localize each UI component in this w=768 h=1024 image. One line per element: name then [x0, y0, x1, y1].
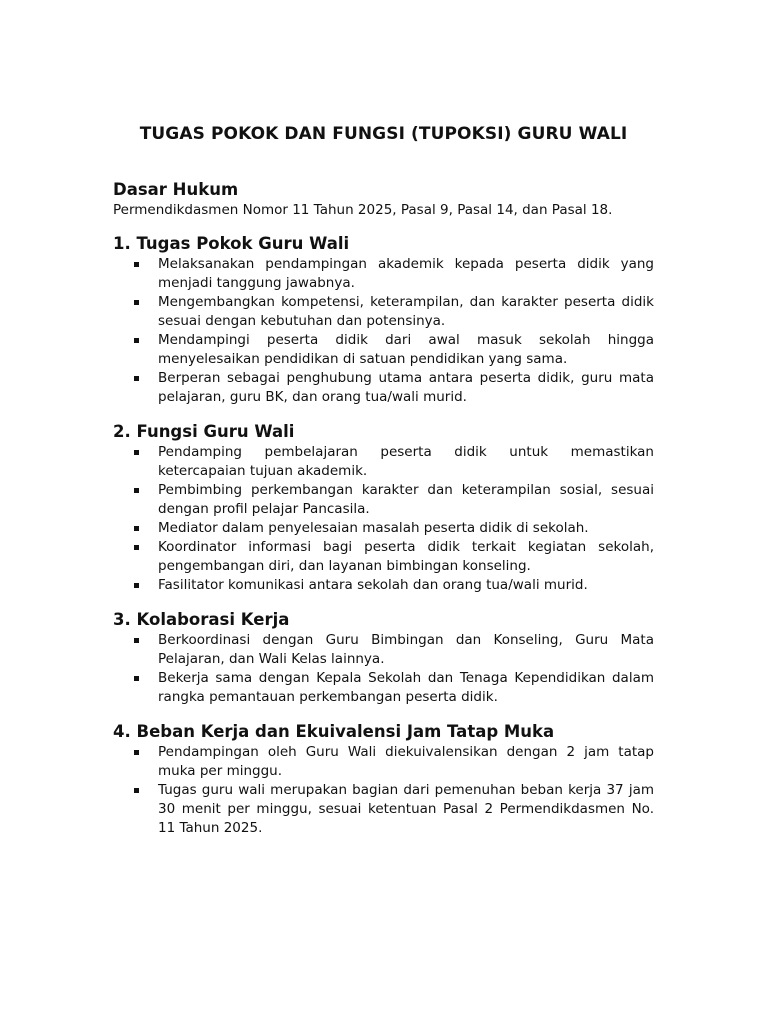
section-2 [113, 421, 654, 595]
list-item-text: Mengembangkan kompetensi, keterampilan, dan karakter peserta didik sesuai dengan kebutuhan dan potensinya. [158, 294, 654, 329]
list-item-text: Pendampingan oleh Guru Wali diekuivalensikan dengan 2 jam tatap muka per minggu. [158, 744, 654, 779]
list-item [113, 538, 654, 576]
list-item-text: Mendampingi peserta didik dari awal masuk sekolah hingga menyelesaikan pendidikan di satuan pendidikan yang sama. [158, 332, 654, 367]
section-heading: 3. Kolaborasi Kerja [113, 610, 290, 629]
list-item [113, 369, 654, 407]
section-heading: 2. Fungsi Guru Wali [113, 422, 295, 441]
list-item-text: Koordinator informasi bagi peserta didik terkait kegiatan sekolah, pengembangan diri, dan layanan bimbingan konseling. [158, 539, 654, 574]
legal-basis-heading: Dasar Hukum [113, 180, 239, 199]
square-bullet-icon [134, 338, 139, 343]
list-item [113, 781, 654, 838]
square-bullet-icon [134, 638, 139, 643]
section-heading: 1. Tugas Pokok Guru Wali [113, 234, 350, 253]
square-bullet-icon [134, 583, 139, 588]
square-bullet-icon [134, 376, 139, 381]
list-item [113, 331, 654, 369]
bullet-list [113, 631, 654, 707]
list-item [113, 293, 654, 331]
list-item-text: Mediator dalam penyelesaian masalah peserta didik di sekolah. [158, 520, 589, 536]
section-4 [113, 721, 654, 838]
document-title: TUGAS POKOK DAN FUNGSI (TUPOKSI) GURU WALI [139, 124, 628, 144]
section-heading: 4. Beban Kerja dan Ekuivalensi Jam Tatap Muka [113, 722, 555, 741]
list-item-text: Melaksanakan pendampingan akademik kepada peserta didik yang menjadi tanggung jawabnya. [158, 256, 654, 291]
list-item [113, 255, 654, 293]
bullet-list [113, 443, 654, 595]
section-1 [113, 233, 654, 407]
list-item-text: Berkoordinasi dengan Guru Bimbingan dan Konseling, Guru Mata Pelajaran, dan Wali Kelas lainnya. [158, 632, 654, 667]
square-bullet-icon [134, 300, 139, 305]
bullet-list [113, 743, 654, 838]
square-bullet-icon [134, 450, 139, 455]
list-item [113, 481, 654, 519]
square-bullet-icon [134, 545, 139, 550]
list-item [113, 669, 654, 707]
list-item [113, 519, 654, 538]
list-item-text: Fasilitator komunikasi antara sekolah dan orang tua/wali murid. [158, 577, 588, 593]
sections-container [113, 233, 654, 838]
list-item-text: Bekerja sama dengan Kepala Sekolah dan Tenaga Kependidikan dalam rangka pemantauan perkembangan peserta didik. [158, 670, 654, 705]
list-item-text: Berperan sebagai penghubung utama antara peserta didik, guru mata pelajaran, guru BK, dan orang tua/wali murid. [158, 370, 654, 405]
square-bullet-icon [134, 788, 139, 793]
square-bullet-icon [134, 262, 139, 267]
list-item-text: Tugas guru wali merupakan bagian dari pemenuhan beban kerja 37 jam 30 menit per minggu, sesuai ketentuan Pasal 2 Permendikdasmen No. 11 Tahun 2025. [158, 782, 654, 836]
square-bullet-icon [134, 526, 139, 531]
list-item [113, 743, 654, 781]
square-bullet-icon [134, 488, 139, 493]
list-item [113, 576, 654, 595]
list-item-text: Pembimbing perkembangan karakter dan keterampilan sosial, sesuai dengan profil pelajar Pancasila. [158, 482, 654, 517]
square-bullet-icon [134, 750, 139, 755]
legal-basis-section [113, 179, 654, 220]
section-3 [113, 609, 654, 707]
list-item [113, 631, 654, 669]
bullet-list [113, 255, 654, 407]
list-item-text: Pendamping pembelajaran peserta didik untuk memastikan ketercapaian tujuan akademik. [158, 444, 654, 479]
square-bullet-icon [134, 676, 139, 681]
list-item [113, 443, 654, 481]
legal-basis-text: Permendikdasmen Nomor 11 Tahun 2025, Pasal 9, Pasal 14, dan Pasal 18. [113, 202, 613, 218]
